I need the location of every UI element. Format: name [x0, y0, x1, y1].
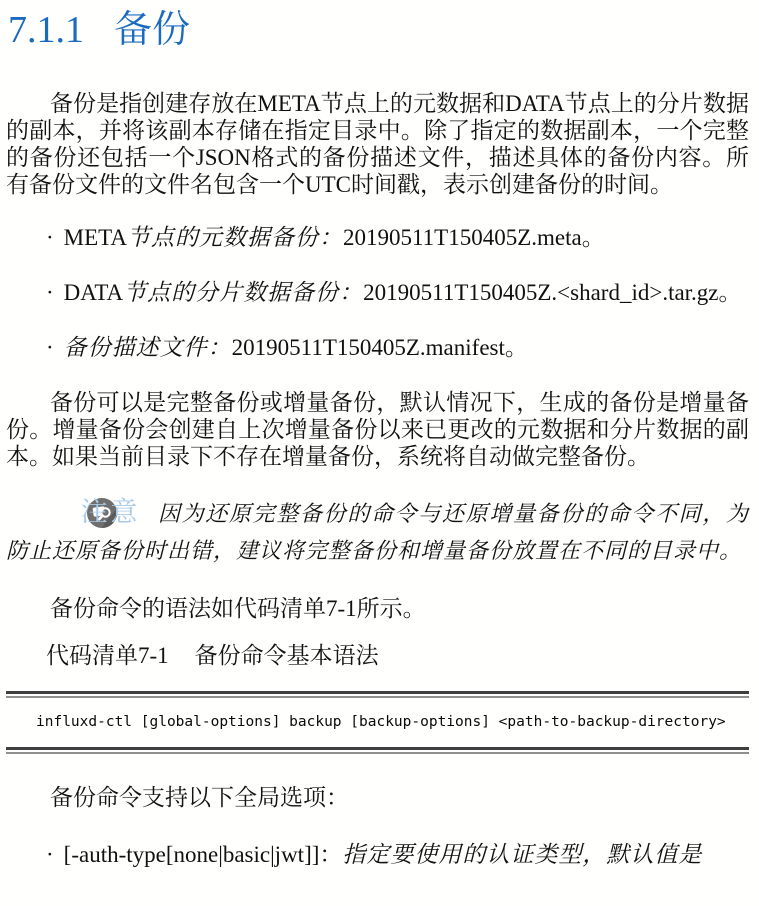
list-item-data-backup	[6, 279, 749, 306]
code-line: influxd-ctl [global-options] backup [backup-options] <path-to-backup-directory>	[36, 714, 726, 730]
node-name: META	[63, 225, 127, 250]
caption-title: 备份命令基本语法	[194, 643, 379, 668]
bullet-marker: ·	[46, 225, 54, 250]
list-item-meta-backup	[6, 224, 749, 251]
option-colon: ：	[319, 842, 343, 867]
item-filename: 20190511T150405Z.manifest	[231, 335, 505, 360]
item-label: 节点的分片数据备份：	[123, 280, 364, 305]
item-label: 备份描述文件：	[63, 335, 232, 360]
option-flag: [-auth-type[none|basic|jwt]]	[63, 842, 320, 867]
item-period: 。	[718, 280, 742, 305]
item-period: 。	[504, 335, 528, 360]
option-description: 指定要使用的认证类型，默认值是	[342, 842, 703, 867]
rule-top	[6, 691, 749, 698]
list-item-manifest	[6, 334, 749, 361]
paragraph-incremental: 备份可以是完整备份或增量备份，默认情况下，生成的备份是增量备份。增量备份会创建自上次增量备份以来已更改的元数据和分片数据的副本。如果当前目录下不存在增量备份，系统将自动做完整备份。	[6, 390, 749, 469]
section-title: 备份	[114, 9, 191, 51]
note-label: 注意	[80, 497, 140, 527]
list-item-auth-type-option	[6, 841, 749, 868]
rule-bottom	[6, 747, 749, 754]
section-heading	[8, 8, 749, 52]
paragraph-syntax-ref: 备份命令的语法如代码清单7-1所示。	[50, 596, 426, 621]
note-text: 因为还原完整备份的命令与还原增量备份的命令不同，为防止还原备份时出错，建议将完整备份和增量备份放置在不同的目录中。	[6, 501, 749, 563]
note-magnifier-icon	[46, 497, 78, 529]
code-listing-caption	[6, 642, 749, 669]
code-listing-block	[6, 691, 749, 754]
node-name: DATA	[63, 280, 124, 305]
item-filename: 20190511T150405Z.meta	[343, 225, 582, 250]
bullet-marker: ·	[46, 280, 54, 305]
item-period: 。	[581, 225, 605, 250]
item-label: 节点的元数据备份：	[127, 225, 343, 250]
bullet-marker: ·	[46, 842, 54, 867]
section-number: 7.1.1	[8, 9, 84, 51]
note-block	[6, 494, 749, 569]
paragraph-global-options: 备份命令支持以下全局选项：	[50, 785, 349, 810]
caption-id: 代码清单7-1	[46, 643, 169, 668]
paragraph-intro: 备份是指创建存放在META节点上的元数据和DATA节点上的分片数据的副本，并将该副本存储在指定目录中。除了指定的数据副本，一个完整的备份还包括一个JSON格式的备份描述文件，描述具体的备份内容。所有备份文件的文件名包含一个UTC时间戳，表示创建备份的时间。	[6, 91, 749, 197]
item-filename: 20190511T150405Z.<shard_id>.tar.gz	[363, 280, 719, 305]
bullet-marker: ·	[46, 335, 54, 360]
